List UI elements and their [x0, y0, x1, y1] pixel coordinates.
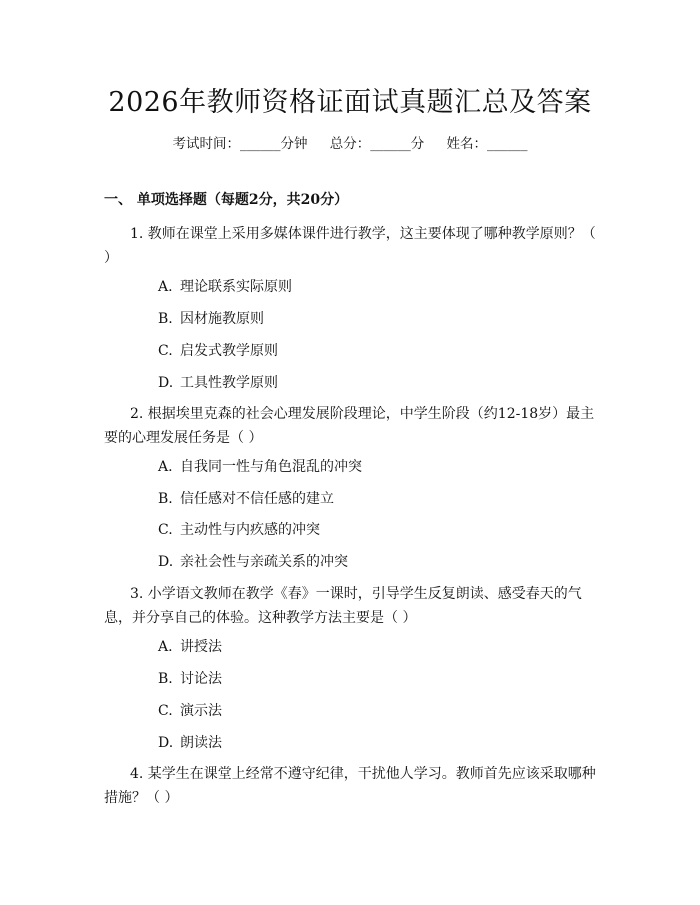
section-heading: 一、 单项选择题（每题2分，共20分） — [104, 192, 349, 208]
option-text: 信任感对不信任感的建立 — [180, 491, 334, 507]
option-letter: A. — [158, 639, 173, 655]
option-letter: B. — [158, 671, 173, 687]
option-text: 启发式教学原则 — [180, 343, 278, 359]
option-text: 讲授法 — [180, 639, 222, 655]
name-field: 姓名：______ — [446, 136, 528, 152]
exam-meta — [0, 132, 700, 152]
option-text: 自我同一性与角色混乱的冲突 — [180, 459, 362, 475]
question-1-option-b — [158, 308, 264, 328]
question-2-option-a — [158, 456, 362, 476]
option-letter: D. — [158, 735, 174, 751]
question-2-option-c — [158, 519, 320, 539]
option-text: 因材施教原则 — [180, 311, 264, 327]
question-1-option-d — [158, 372, 278, 392]
question-4: 4. 某学生在课堂上经常不遵守纪律，干扰他人学习。教师首先应该采取哪种措施？（ ） — [104, 766, 596, 806]
option-letter: C. — [158, 703, 173, 719]
question-1: 1. 教师在课堂上采用多媒体课件进行教学，这主要体现了哪种教学原则？（ ） — [104, 226, 596, 266]
option-letter: C. — [158, 522, 173, 538]
total-score-field: 总分：______分 — [329, 136, 425, 152]
page-title: 2026年教师资格证面试真题汇总及答案 — [108, 87, 592, 118]
option-text: 讨论法 — [180, 671, 222, 687]
option-letter: A. — [158, 459, 173, 475]
option-text: 朗读法 — [180, 735, 222, 751]
question-3-option-c — [158, 700, 222, 720]
option-letter: D. — [158, 375, 174, 391]
question-2-option-d — [158, 551, 348, 571]
option-letter: D. — [158, 554, 174, 570]
question-3: 3. 小学语文教师在教学《春》一课时，引导学生反复朗读、感受春天的气息，并分享自己的体验。这种教学方法主要是（ ） — [104, 586, 582, 626]
question-3-option-d — [158, 732, 222, 752]
option-text: 工具性教学原则 — [180, 375, 278, 391]
question-1-option-a — [158, 276, 292, 296]
option-letter: B. — [158, 311, 173, 327]
option-text: 亲社会性与亲疏关系的冲突 — [180, 554, 348, 570]
exam-time-field: 考试时间：______分钟 — [172, 136, 308, 152]
option-letter: C. — [158, 343, 173, 359]
question-3-option-a — [158, 636, 222, 656]
option-text: 理论联系实际原则 — [180, 279, 292, 295]
question-2: 2. 根据埃里克森的社会心理发展阶段理论，中学生阶段（约12-18岁）最主要的心理发展任务是（ ） — [104, 406, 595, 446]
question-2-option-b — [158, 488, 334, 508]
option-text: 演示法 — [180, 703, 222, 719]
question-3-option-b — [158, 668, 222, 688]
option-text: 主动性与内疚感的冲突 — [180, 522, 320, 538]
question-1-option-c — [158, 340, 278, 360]
option-letter: A. — [158, 279, 173, 295]
option-letter: B. — [158, 491, 173, 507]
